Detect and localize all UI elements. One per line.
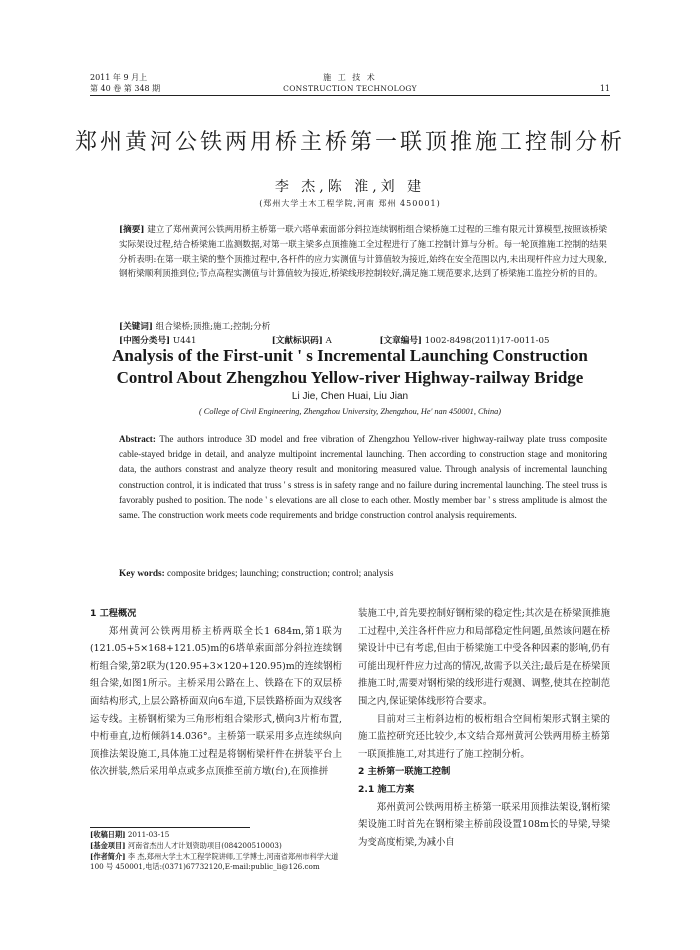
- journal-name-en: CONSTRUCTION TECHNOLOGY: [283, 84, 417, 93]
- clc-value: U441: [172, 336, 197, 346]
- title-en: [60, 345, 640, 389]
- abstract-cn: [119, 223, 607, 282]
- affiliation-en: ( College of Civil Engineering, Zhengzhou University, Zhengzhou, He' nan 450001, China): [198, 407, 502, 416]
- body-left-column: [90, 605, 342, 781]
- issue-date: 2011 年 9 月上: [90, 73, 148, 82]
- header-rule: [90, 95, 610, 96]
- fund-tag: [基金项目]: [90, 840, 126, 850]
- keywords-cn: [119, 320, 607, 334]
- section-2-1-paragraph: 郑州黄河公铁两用桥主桥第一联采用顶推法架设,钢桁梁架设施工时首先在钢桁梁主桥前段设置108m长的导梁,导梁为变高度桁梁,为减小自: [358, 801, 610, 848]
- footnote-fund: [90, 841, 348, 852]
- page-number: 11: [599, 84, 610, 93]
- title-en-line1: Analysis of the First-unit ' s Incremental Launching Construction: [112, 346, 588, 365]
- footnotes: [90, 830, 348, 873]
- fund-text: 河南省杰出人才计划资助项目(084200510003): [127, 840, 282, 850]
- abstract-cn-text: 建立了郑州黄河公铁两用桥主桥第一联六塔单索面部分斜拉连续钢桁组合梁桥施工过程的三维有限元计算模型,按照该桥梁实际架设过程,结合桥梁施工监测数据,对第一联主梁多点顶推施工全过程进行了施工控制计算与分析。每一轮顶推施工控制的结果分析表明:在第一联主梁的整个顶推过程中,各杆件的应力实测值与计算值较为接近,始终在安全范围以内,未出现杆件应力过大现象,钢桁梁顺利顶推到位;节点高程实测值与计算值较为接近,桥梁线形控制较好,满足施工规范要求,达到了桥梁施工监控分析的目的。: [119, 225, 608, 280]
- volume-issue: 第 40 卷 第 348 期: [90, 84, 161, 93]
- footnote-received: [90, 830, 348, 841]
- received-tag: [收稿日期]: [90, 830, 126, 839]
- section-2-1-heading: 2.1 施工方案: [358, 783, 415, 795]
- art-value: 1002-8498(2011)17-0011-05: [424, 336, 550, 346]
- footnote-author: [90, 852, 348, 874]
- author-tag: [作者简介]: [90, 851, 126, 861]
- author-text: 李 杰,郑州大学土木工程学院讲师,工学博士,河南省郑州市科学大道 100 号 450001,电话:(0371)67732120,E-mail:public_li@126.com: [90, 851, 339, 872]
- abstract-en-text: The authors introduce 3D model and free vibration of Zhengzhou Yellow-river highway-railway plate truss composite cable-stayed bridge in detail, and analyze multipoint incremental launching. Then according to construction stage and monitoring data, the authors constrast and analyze theory result and monitoring measured value. Through analysis of incremental launching construction control, it is indicated that truss ' s stress is in safety range and no failure during incremental launching. The steel truss is favorably pushed to position. The node ' s elevations are all close to each other. Mostly member bar ' s stress amplitude is almost the same. The construction work meets code requirements and bridge construction control analysis requirements.: [119, 434, 608, 521]
- header-center: [90, 72, 610, 94]
- affiliation-cn: (郑州大学土木工程学院,河南 郑州 450001): [259, 199, 441, 208]
- authors-cn: 李 杰,陈 淮,刘 建: [274, 179, 426, 195]
- clc-tag: [中图分类号]: [119, 336, 171, 346]
- section-2-heading: 2 主桥第一联施工控制: [358, 766, 451, 778]
- abstract-cn-tag: [摘要]: [119, 225, 145, 235]
- section-1-paragraph: 郑州黄河公铁两用桥主桥两联全长1 684m,第1联为(121.05+5×168+121.05)m的6塔单索面部分斜拉连续钢桁组合梁,第2联为(120.95+3×120+120.95)m的连续钢桁组合梁,如图1所示。主桥采用公路在上、铁路在下的双层桥面结构形式,上层公路桥面双向6车道,下层铁路桥面为双线客运专线。主桥钢桁梁为三角形桁组合梁形式,横向3片桁布置,中桁垂直,边桁倾斜14.036°。主桥第一联采用多点连续纵向顶推法架设施工,具体施工过程是将钢桁梁杆件在拼装平台上依次拼装,然后采用单点或多点顶推至前方墩(台),在顶推拼: [90, 625, 342, 778]
- keywords-cn-text: 组合梁桥;顶推;施工;控制;分析: [155, 322, 271, 332]
- keywords-en-text: composite bridges; launching; construction; control; analysis: [167, 569, 394, 579]
- meta-cn: [119, 320, 607, 348]
- art-tag: [文章编号]: [379, 336, 422, 346]
- received-date: 2011-03-15: [127, 830, 170, 839]
- authors-en: Li Jie, Chen Huai, Liu Jian: [291, 391, 409, 402]
- footnote-rule: [90, 827, 250, 828]
- keywords-en: [119, 569, 607, 579]
- doc-value: A: [325, 336, 332, 346]
- journal-name-cn: 施 工 技 术: [323, 73, 377, 82]
- body-right-column: [358, 605, 610, 851]
- keywords-cn-tag: [关键词]: [119, 322, 153, 332]
- title-cn: 郑州黄河公铁两用桥主桥第一联顶推施工控制分析: [74, 130, 625, 155]
- section-1-paragraph-2: 目前对三主桁斜边桁的板桁组合空间桁架形式钢主梁的施工监控研究还比较少,本文结合郑州黄河公铁两用桥主桥第一联顶推施工,对其进行了施工控制分析。: [358, 713, 610, 760]
- doc-tag: [文献标识码]: [271, 336, 323, 346]
- title-en-line2: Control About Zhengzhou Yellow-river Highway-railway Bridge: [116, 368, 584, 387]
- keywords-en-tag: Key words:: [119, 569, 165, 579]
- section-1-heading: 1 工程概况: [90, 608, 137, 619]
- abstract-en-tag: Abstract:: [119, 434, 156, 444]
- abstract-en: [119, 432, 607, 523]
- section-1-continued: 装施工中,首先要控制好钢桁梁的稳定性;其次是在桥梁顶推施工过程中,关注各杆件应力和局部稳定性问题,虽然该问题在桥梁设计中已有考虑,但由于桥梁施工中受各种因素的影响,仍有可能出现杆件应力过高的情况,故需予以关注;最后是在桥梁顶推施工时,需要对钢桁梁的线形进行观测、调整,使其在控制范围之内,保证梁体线形符合要求。: [358, 608, 610, 707]
